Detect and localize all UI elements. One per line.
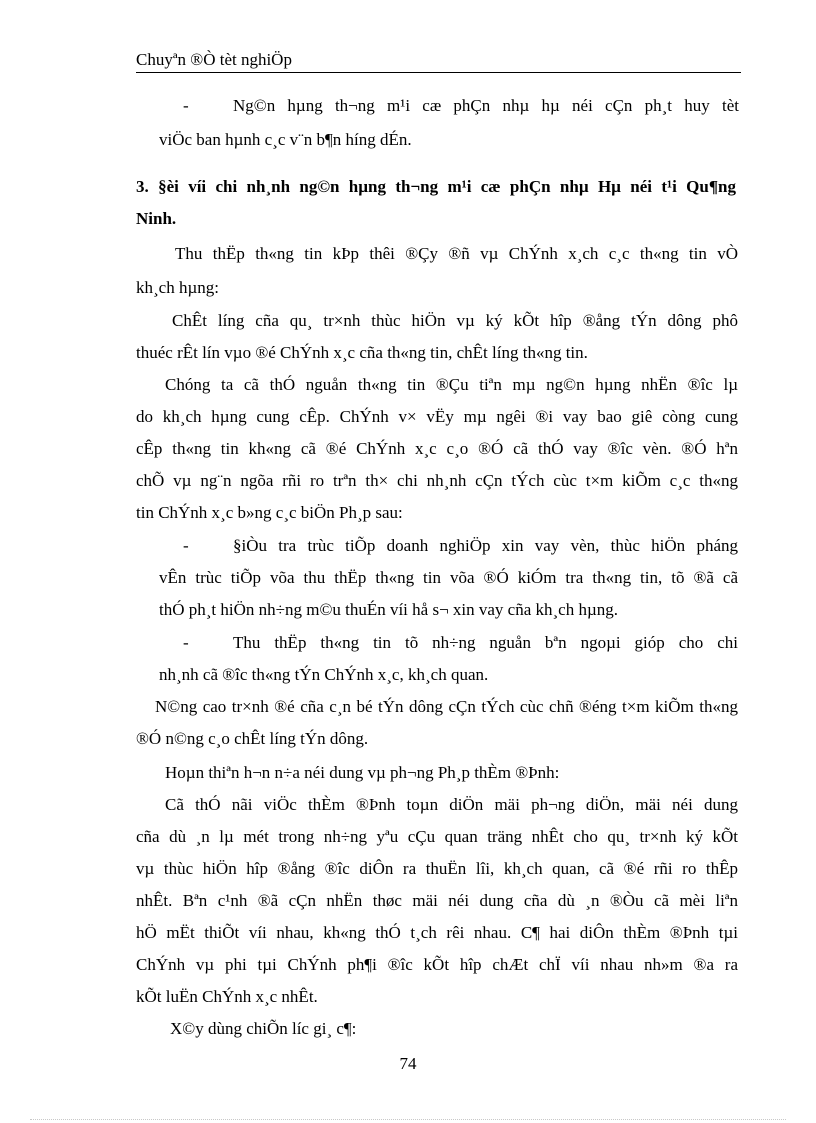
text-line: vµ thùc hiÖn hîp ®ång ®îc diÔn ra thuËn lîi, kh¸ch quan, cã ®é rñi ro thÊp (136, 859, 738, 878)
list-dash: - (183, 633, 189, 652)
text-line: do kh¸ch hµng cung cÊp. ChÝnh v× vËy mµ ngêi ®i vay bao giê còng cung (136, 407, 738, 426)
text-line: thÓ ph¸t hiÖn nh÷ng m©u thuÉn víi hå s¬ xin vay cña kh¸ch hµng. (159, 600, 619, 619)
text-line: Chóng ta cã thÓ nguån th«ng tin ®Çu tiªn mµ ng©n hµng nhËn ®îc lµ (165, 375, 738, 394)
list-dash: - (183, 536, 189, 555)
section-heading-line: Ninh. (136, 209, 177, 228)
text-line: Cã thÓ nãi viÖc thÈm ®Þnh toµn diÖn mäi ph¬ng diÖn, mäi néi dung (165, 795, 738, 814)
text-line: cÊp th«ng tin kh«ng cã ®é ChÝnh x¸c c¸o ®Ó cã thÓ vay ®îc vèn. ®Ó hªn (136, 439, 738, 458)
text-line: viÖc ban hµnh c¸c v¨n b¶n híng dÉn. (159, 130, 412, 149)
text-line: ®Ó n©ng c¸o chÊt líng tÝn dông. (136, 729, 369, 748)
text-line: tin ChÝnh x¸c b»ng c¸c biÖn Ph¸p sau: (136, 503, 403, 522)
text-line: nh¸nh cã ®îc th«ng tÝn ChÝnh x¸c, kh¸ch quan. (159, 665, 489, 684)
text-line: Hoµn thiªn h¬n n÷a néi dung vµ ph¬ng Ph¸p thÈm ®Þnh: (165, 763, 560, 782)
text-line: §iÒu tra trùc tiÕp doanh nghiÖp xin vay vèn, thùc hiÖn pháng (233, 536, 738, 555)
page-number: 74 (399, 1054, 417, 1073)
running-header: Chuyªn ®Ò tèt nghiÖp (136, 50, 741, 73)
text-line: X©y dùng chiÕn líc gi¸ c¶: (170, 1019, 357, 1038)
text-line: kh¸ch hµng: (136, 278, 219, 297)
text-line: N©ng cao tr×nh ®é cña c¸n bé tÝn dông cÇn tÝch cùc chñ ®éng t×m kiÕm th«ng (155, 697, 738, 716)
text-line: ChÊt líng cña qu¸ tr×nh thùc hiÖn vµ ký kÕt hîp ®ång tÝn dông phô (172, 311, 738, 330)
page-divider (30, 1119, 786, 1120)
text-line: ChÝnh vµ phi tµi ChÝnh ph¶i ®îc kÕt hîp chÆt chÏ víi nhau nh»m ®a ra (136, 955, 738, 974)
text-line: nhÊt. Bªn c¹nh ®ã cÇn nhËn thøc mäi néi dung cña dù ¸n ®Òu cã mèi liªn (136, 891, 738, 910)
text-line: chÕ vµ ng¨n ngõa rñi ro trªn th× chi nh¸nh cÇn tÝch cùc t×m kiÕm c¸c th«ng (136, 471, 738, 490)
text-line: Ng©n hµng th¬ng m¹i cæ phÇn nhµ hµ néi cÇn ph¸t huy tèt (233, 96, 739, 115)
list-dash: - (183, 96, 189, 115)
text-line: thuéc rÊt lín vµo ®é ChÝnh x¸c cña th«ng tin, chÊt líng th«ng tin. (136, 343, 588, 362)
section-heading-line: 3. §èi víi chi nh¸nh ng©n hµng th¬ng m¹i cæ phÇn nhµ Hµ néi t¹i Qu¶ng (136, 177, 736, 196)
text-line: kÕt luËn ChÝnh x¸c nhÊt. (136, 987, 318, 1006)
text-line: cña dù ¸n lµ mét trong nh÷ng yªu cÇu quan träng nhÊt cho qu¸ tr×nh ký kÕt (136, 827, 738, 846)
text-line: Thu thËp th«ng tin tõ nh÷ng nguån bªn ngoµi gióp cho chi (233, 633, 738, 652)
text-line: vÊn trùc tiÕp võa thu thËp th«ng tin võa ®Ó kiÓm tra th«ng tin, tõ ®ã cã (159, 568, 738, 587)
text-line: Thu thËp th«ng tin kÞp thêi ®Çy ®ñ vµ ChÝnh x¸ch c¸c th«ng tin vÒ (175, 244, 738, 263)
text-line: hÖ mËt thiÕt víi nhau, kh«ng thÓ t¸ch rêi nhau. C¶ hai diÔn thÈm ®Þnh tµi (136, 923, 738, 942)
